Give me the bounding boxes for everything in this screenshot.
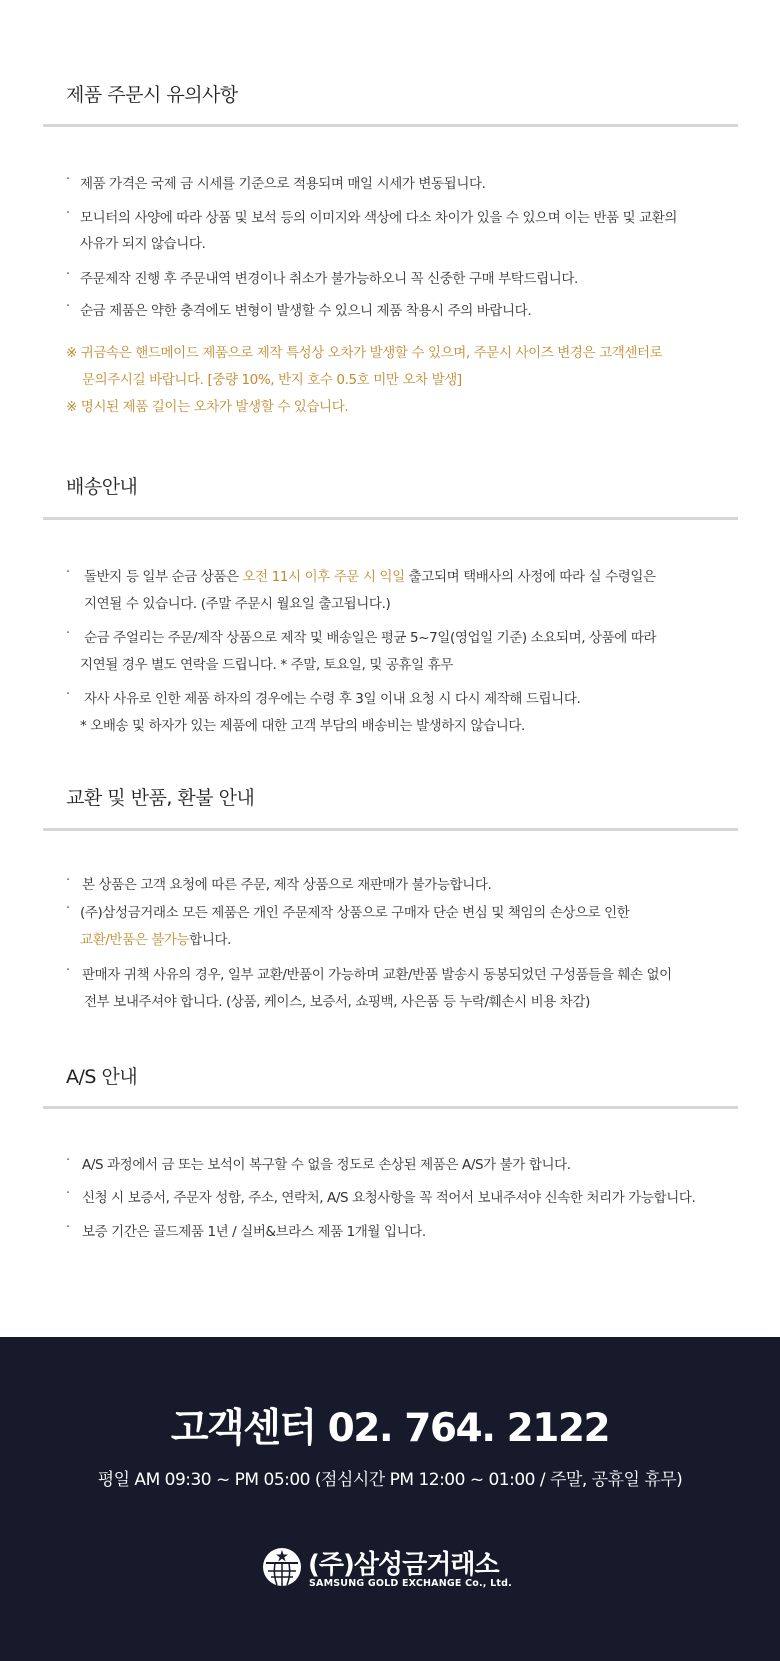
shipping-item-1-pre: 돌반지 등 일부 순금 상품은 <box>84 569 243 585</box>
shipping-item-2: 순금 주얼리는 주문/제작 상품으로 제작 및 배송일은 평균 5~7일(영업일 기준) 소요되며, 상품에 따라 <box>84 630 657 646</box>
business-hours: 평일 AM 09:30 ~ PM 05:00 (점심시간 PM 12:00 ~ 01:00 / 주말, 공휴일 휴무) <box>97 1470 683 1490</box>
bullet-icon: · <box>66 873 71 888</box>
section-divider <box>43 124 738 127</box>
notice-item-2-cont: 사유가 되지 않습니다. <box>80 236 206 252</box>
bullet-icon: · <box>66 299 71 314</box>
shipping-title: 배송안내 <box>66 476 138 498</box>
logo-korean-name: (주)삼성금거래소 <box>308 1550 499 1580</box>
bullet-icon: · <box>66 963 71 978</box>
bullet-icon: · <box>66 172 71 187</box>
notice-item-3: 주문제작 진행 후 주문내역 변경이나 취소가 불가능하오니 꼭 신중한 구매 부탁드립니다. <box>80 271 578 287</box>
bullet-icon: · <box>66 901 71 916</box>
section-divider <box>43 1106 738 1109</box>
as-title: A/S 안내 <box>66 1066 138 1088</box>
bullet-icon: · <box>66 1220 71 1235</box>
bullet-icon: · <box>66 206 71 221</box>
exchange-item-2-cont <box>80 928 231 948</box>
bullet-icon: · <box>66 267 71 282</box>
globe-icon <box>262 1546 302 1588</box>
customer-center-footer <box>0 1337 780 1661</box>
exchange-item-2-post: 합니다. <box>189 932 231 948</box>
shipping-highlight: 오전 11시 이후 주문 시 익일 <box>242 569 405 585</box>
as-item-3: 보증 기간은 골드제품 1년 / 실버&브라스 제품 1개월 입니다. <box>82 1224 426 1240</box>
notice-item-2: 모니터의 사양에 따라 상품 및 보석 등의 이미지와 색상에 다소 차이가 있을 수 있으며 이는 반품 및 교환의 <box>80 210 678 226</box>
bullet-icon: · <box>66 1153 71 1168</box>
exchange-item-3: 판매자 귀책 사유의 경우, 일부 교환/반품이 가능하며 교환/반품 발송시 동봉되었던 구성품들을 훼손 없이 <box>82 967 672 983</box>
exchange-highlight: 교환/반품은 불가능 <box>80 932 190 948</box>
bullet-icon: · <box>66 687 71 702</box>
notice-item-1: 제품 가격은 국제 금 시세를 기준으로 적용되며 매일 시세가 변동됩니다. <box>80 176 486 192</box>
logo-english-name: SAMSUNG GOLD EXCHANGE Co., Ltd. <box>309 1578 512 1589</box>
as-item-1: A/S 과정에서 금 또는 보석이 복구할 수 없을 정도로 손상된 제품은 A/S가 불가 합니다. <box>82 1157 571 1173</box>
exchange-item-2: (주)삼성금거래소 모든 제품은 개인 주문제작 상품으로 구매자 단순 변심 및 책임의 손상으로 인한 <box>80 905 630 921</box>
notice-title: 제품 주문시 유의사항 <box>66 84 238 106</box>
section-divider <box>43 517 738 520</box>
shipping-item-3: 자사 사유로 인한 제품 하자의 경우에는 수령 후 3일 이내 요청 시 다시 제작해 드립니다. <box>84 691 581 707</box>
as-item-2: 신청 시 보증서, 주문자 성함, 주소, 연락처, A/S 요청사항을 꼭 적어서 보내주셔야 신속한 처리가 가능합니다. <box>82 1190 696 1206</box>
notice-item-4: 순금 제품은 약한 충격에도 변형이 발생할 수 있으니 제품 착용시 주의 바랍니다. <box>80 303 532 319</box>
bullet-icon: · <box>66 1186 71 1201</box>
exchange-item-3-cont: 전부 보내주셔야 합니다. (상품, 케이스, 보증서, 쇼핑백, 사은품 등 누락/훼손시 비용 차감) <box>84 994 590 1010</box>
bullet-icon: · <box>66 626 71 641</box>
shipping-item-2-cont: 지연될 경우 별도 연락을 드립니다. * 주말, 토요일, 및 공휴일 휴무 <box>80 657 453 673</box>
company-logo <box>262 1544 532 1600</box>
shipping-item-1-post: 출고되며 택배사의 사정에 따라 실 수령일은 <box>404 569 656 585</box>
notice-note-2: ※ 명시된 제품 길이는 오차가 발생할 수 있습니다. <box>66 399 349 415</box>
shipping-item-1-cont: 지연될 수 있습니다. (주말 주문시 월요일 출고됩니다.) <box>84 596 391 612</box>
notice-note-1: ※ 귀금속은 핸드메이드 제품으로 제작 특성상 오차가 발생할 수 있으며, 주문시 사이즈 변경은 고객센터로 <box>66 345 663 361</box>
customer-center-phone: 고객센터 02. 764. 2122 <box>170 1406 610 1451</box>
exchange-item-1: 본 상품은 고객 요청에 따른 주문, 제작 상품으로 재판매가 불가능합니다. <box>82 877 492 893</box>
notice-note-1-cont: 문의주시길 바랍니다. [중량 10%, 반지 호수 0.5호 미만 오차 발생] <box>82 372 462 388</box>
shipping-item-1 <box>84 565 656 585</box>
bullet-icon: · <box>66 565 71 580</box>
section-divider <box>43 828 738 831</box>
shipping-item-3-cont: * 오배송 및 하자가 있는 제품에 대한 고객 부담의 배송비는 발생하지 않습니다. <box>80 718 525 734</box>
exchange-title: 교환 및 반품, 환불 안내 <box>66 787 255 809</box>
